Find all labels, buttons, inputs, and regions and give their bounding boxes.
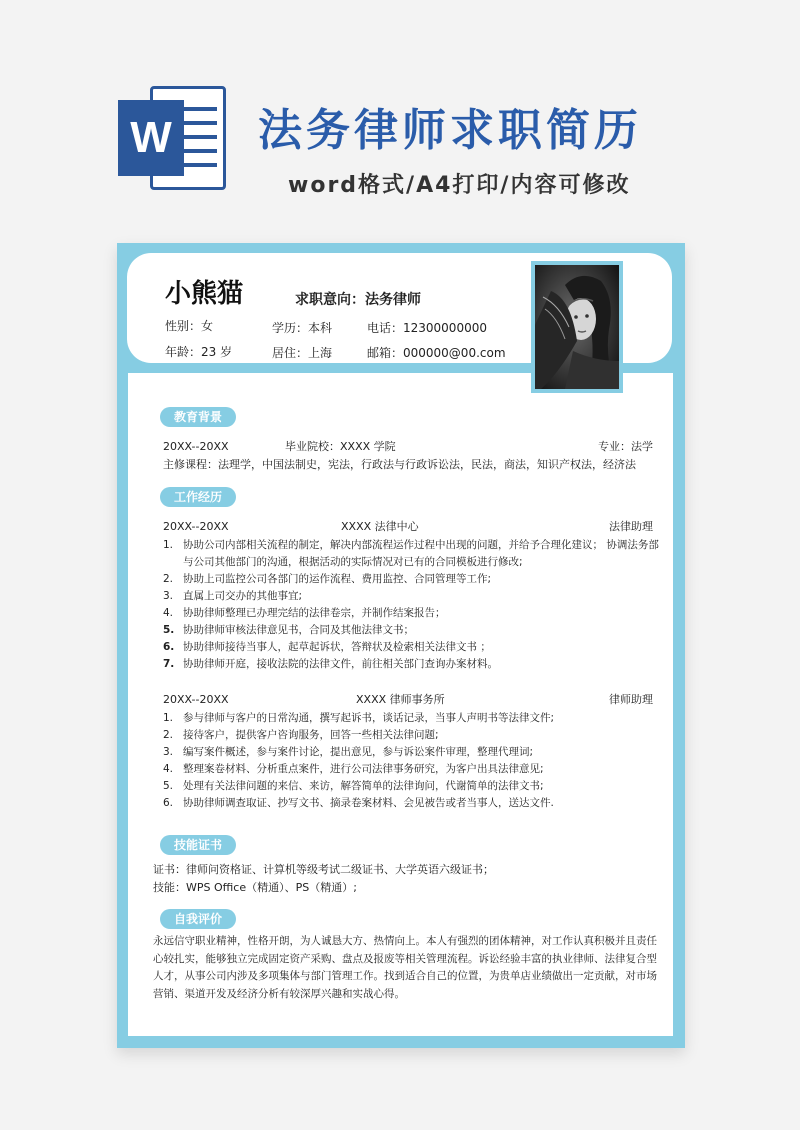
job-position: 律师助理 (609, 693, 653, 706)
list-item (163, 727, 659, 744)
list-item-text: 整理案卷材料、分析重点案件，进行公司法律事务研究，为客户出具法律意见; (183, 763, 544, 775)
list-item (163, 588, 659, 605)
word-logo-letter: W (118, 100, 184, 176)
list-item (163, 744, 659, 761)
skills-abilities: 技能：WPS Office（精通）、PS（精通）; (153, 881, 357, 894)
job-period: 20XX--20XX (163, 520, 229, 533)
list-item-number: 5. (163, 624, 175, 636)
residence-info: 居住：上海 (272, 346, 333, 360)
candidate-name: 小熊猫 (165, 279, 244, 309)
list-item-number: 6. (163, 641, 175, 653)
list-item-number: 2. (163, 729, 174, 741)
portrait-image (535, 265, 619, 389)
job-intent (295, 289, 421, 309)
education-courses: 主修课程：法理学，中国法制史，宪法，行政法与行政诉讼法，民法，商法，知识产权法，经济法 (163, 458, 636, 471)
education-period: 20XX--20XX (163, 440, 229, 453)
phone-info: 电话：12300000000 (367, 321, 487, 335)
list-item-text: 直属上司交办的其他事宜; (183, 590, 303, 602)
section-self-eval-title: 自我评价 (160, 909, 236, 929)
list-item (163, 605, 659, 622)
banner (0, 0, 800, 230)
list-item (163, 656, 659, 673)
list-item (163, 761, 659, 778)
list-item-number: 7. (163, 658, 175, 670)
education-info: 学历：本科 (272, 321, 333, 335)
list-item-number: 1. (163, 539, 174, 551)
job-duties-list (163, 537, 659, 673)
section-education-title: 教育背景 (160, 407, 236, 427)
list-item-text: 协助律师整理已办理完结的法律卷宗，并制作结案报告； (183, 607, 446, 619)
list-item (163, 622, 659, 639)
list-item-number: 3. (163, 590, 174, 602)
job-company: XXXX 法律中心 (341, 520, 419, 533)
list-item-text: 协助律师接待当事人，起草起诉状，答辩状及检索相关法律文书 ； (183, 641, 491, 653)
self-eval-text: 永远信守职业精神，性格开朗，为人诚恳大方、热情向上。本人有强烈的团体精神，对工作认真积极并且责任心较扎实，能够独立完成固定资产采购、盘点及报废等相关管理流程。诉讼经验丰富的执业律师、法律复合型人才，从事公司内涉及多项集体与部门管理工作。找到适合自己的位置，为贵单店业绩做出一定贡献，对市场营销、渠道开发及经济分析有较深厚兴趣和实战心得。 (153, 935, 657, 1000)
section-work-title: 工作经历 (160, 487, 236, 507)
list-item-text: 协助上司监控公司各部门的运作流程、费用监控、合同管理等工作; (183, 573, 492, 585)
list-item (163, 537, 659, 571)
job-header (163, 519, 653, 535)
profile-photo (531, 261, 623, 393)
list-item-number: 2. (163, 573, 174, 585)
job-position: 法律助理 (609, 520, 653, 533)
list-item-number: 4. (163, 763, 174, 775)
job-intent-value: 法务律师 (365, 292, 421, 308)
education-major: 专业：法学 (598, 440, 653, 453)
list-item-text: 协助律师审核法律意见书，合同及其他法律文书； (183, 624, 414, 636)
list-item-text: 协助律师开庭，接收法院的法律文件，前往相关部门查询办案材料。 (183, 658, 498, 670)
section-skills-title: 技能证书 (160, 835, 236, 855)
job-header (163, 692, 653, 708)
job-duties-list (163, 710, 659, 812)
job-intent-label: 求职意向： (295, 292, 365, 308)
list-item (163, 710, 659, 727)
job-period: 20XX--20XX (163, 693, 229, 706)
list-item-text: 参与律师与客户的日常沟通，撰写起诉书，谈话记录，当事人声明书等法律文件; (183, 712, 555, 724)
resume-frame (117, 243, 685, 1048)
skills-certificates: 证书：律师问资格证、计算机等级考试二级证书、大学英语六级证书； (153, 863, 494, 876)
list-item (163, 571, 659, 588)
email-info: 邮箱：000000@00.com (367, 346, 506, 360)
list-item-text: 接待客户，提供客户咨询服务，回答一些相关法律问题; (183, 729, 439, 741)
list-item-number: 1. (163, 712, 174, 724)
list-item (163, 795, 659, 812)
job-company: XXXX 律师事务所 (356, 693, 445, 706)
word-document-icon (118, 86, 226, 190)
banner-title: 法务律师求职简历 (258, 105, 642, 156)
education-row (163, 439, 653, 455)
age-info: 年龄：23 岁 (165, 345, 233, 359)
list-item (163, 778, 659, 795)
list-item-text: 协助律师调查取证、抄写文书、摘录卷案材料、会见被告或者当事人，送达文件. (183, 797, 554, 809)
list-item-number: 4. (163, 607, 174, 619)
list-item-number: 6. (163, 797, 174, 809)
list-item (163, 639, 659, 656)
list-item-number: 3. (163, 746, 174, 758)
education-school: 毕业院校：XXXX 学院 (285, 440, 396, 453)
banner-subtitle: word格式/A4打印/内容可修改 (288, 173, 631, 198)
list-item-text: 协助公司内部相关流程的制定，解决内部流程运作过程中出现的问题，并给予合理化建议； 协调法务部与公司其他部门的沟通，根据活动的实际情况对已有的合同模板进行修改; (183, 539, 659, 568)
gender-info: 性别：女 (165, 319, 214, 333)
list-item-text: 编写案件概述，参与案件讨论，提出意见，参与诉讼案件审理，整理代理词; (183, 746, 534, 758)
resume-body (128, 373, 673, 1036)
list-item-number: 5. (163, 780, 174, 792)
list-item-text: 处理有关法律问题的来信、来访，解答简单的法律询问，代谢简单的法律文书; (183, 780, 544, 792)
